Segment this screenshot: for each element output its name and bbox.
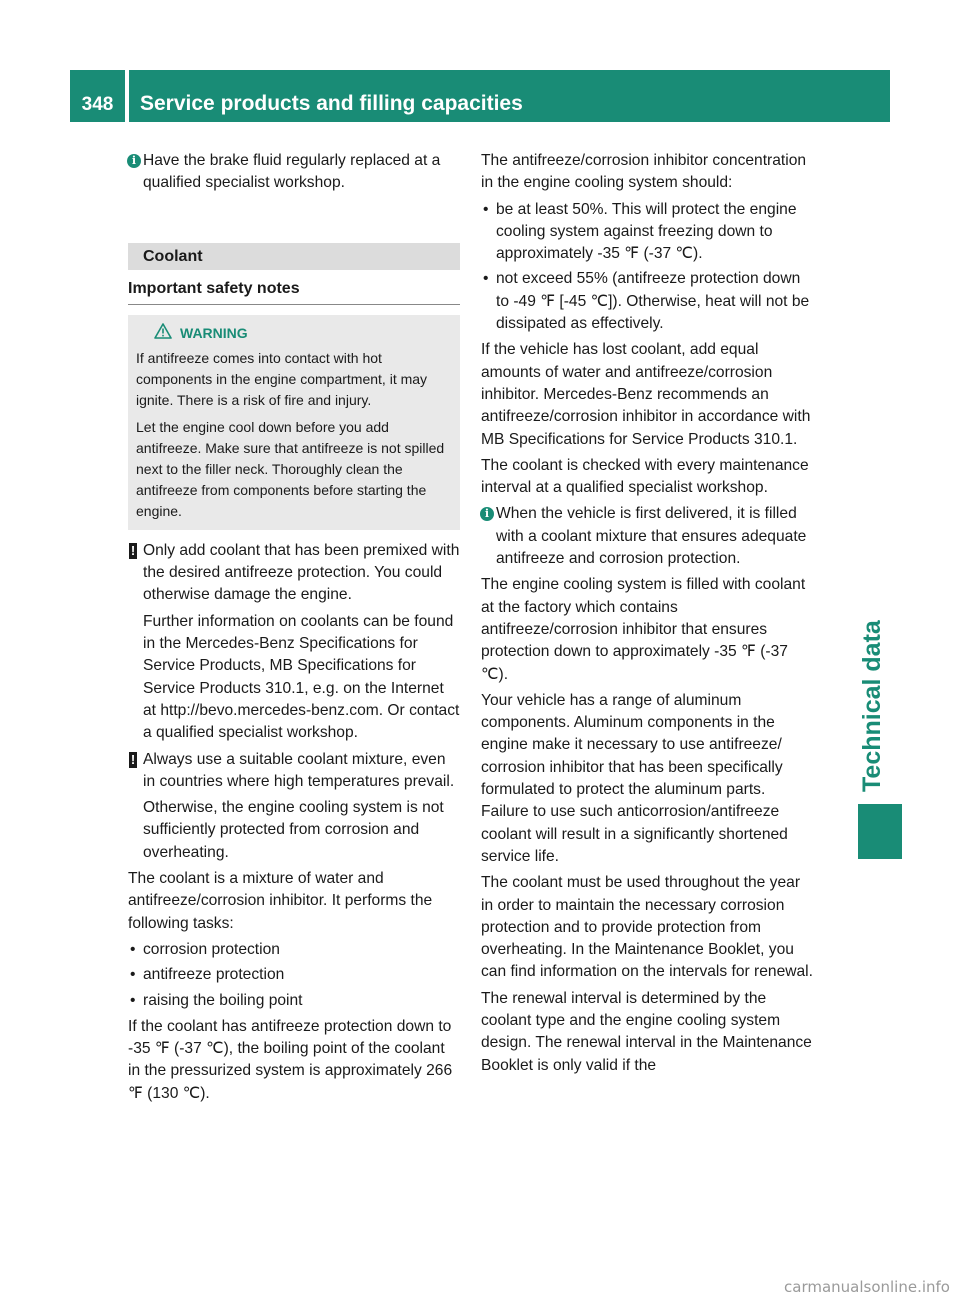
warning-paragraph-2: Let the engine cool down before you add antifreeze. Make sure that antifreeze is not spilled next to the filler neck. Thoroughly clean the antifreeze from components before starting the engine.: [136, 418, 445, 519]
list-item: • not exceed 55% (antifreeze protection down to -49 ℉ [-45 ℃]). Otherwise, heat will not be dissipated as effectively.: [481, 268, 813, 335]
info-note-text: When the vehicle is first delivered, it is filled with a coolant mixture that ensures adequate antifreeze and corrosion protection.: [496, 505, 807, 568]
factory-fill-text: The engine cooling system is filled with coolant at the factory which contains antifreeze/corrosion inhibitor that ensures protection down to approximately -35 ℉ (-37 ℃).: [481, 576, 806, 683]
year-round-text: The coolant must be used throughout the year in order to maintain the necessary corrosion protection and to provide protection from overheating. In the Maintenance Booklet, you can find information on the intervals for renewal.: [481, 874, 813, 981]
caution-note-premixed: [128, 540, 460, 745]
list-item: • corrosion protection: [128, 939, 460, 961]
aluminum-text: Your vehicle has a range of aluminum components. Aluminum components in the engine make it necessary to use antifreeze/ corrosion inhibitor that has been specifically formulated to protect the aluminum parts. Failure to use such anticorrosion/antifreeze coolant will result in a significantly shortened service life.: [481, 691, 788, 865]
tasks-list: [128, 939, 460, 1012]
right-column: [481, 150, 813, 1081]
caution-subtext: Further information on coolants can be found in the Mercedes-Benz Specifications for Service Products, MB Specifications for Service Products 310.1, e.g. on the Internet at http://bevo.mercedes-benz.com. Or contact a qualified specialist workshop.: [143, 612, 460, 742]
concentration-list: [481, 199, 813, 336]
warning-paragraph-1: If antifreeze comes into contact with hot components in the engine compartment, it may ignite. There is a risk of fire and injury.: [136, 349, 428, 408]
side-tab-marker: [858, 804, 902, 859]
subheading-safety-notes: Important safety notes: [128, 278, 460, 305]
header-divider: [125, 70, 129, 122]
warning-box: [128, 315, 460, 530]
caution-subtext: Otherwise, the engine cooling system is not sufficiently protected from corrosion and overheating.: [143, 799, 444, 861]
header-bar: [70, 70, 890, 122]
left-column: [128, 150, 460, 1109]
list-item: • raising the boiling point: [128, 990, 460, 1012]
side-tab-label: Technical data: [858, 620, 886, 792]
info-icon: i: [127, 154, 141, 168]
footer-watermark: carmanualsonline.info: [784, 1278, 950, 1296]
info-icon: i: [480, 507, 494, 521]
caution-icon: !: [130, 751, 136, 767]
renewal-interval-text: The renewal interval is determined by the coolant type and the engine cooling system design. The renewal interval in the Maintenance Booklet is only valid if the: [481, 989, 812, 1074]
concentration-intro: The antifreeze/corrosion inhibitor concentration in the engine cooling system should:: [481, 152, 807, 192]
mixture-intro: The coolant is a mixture of water and antifreeze/corrosion inhibitor. It performs the following tasks:: [128, 870, 433, 932]
page-number: 348: [81, 94, 114, 115]
list-item: • be at least 50%. This will protect the engine cooling system against freezing down to approximately -35 ℉ (-37 ℃).: [481, 199, 813, 266]
lost-coolant-text: If the vehicle has lost coolant, add equal amounts of water and antifreeze/corrosion inhibitor. Mercedes-Benz recommends an antifreeze/corrosion inhibitor in accordance with MB Specifications for Service Products 310.1.: [481, 341, 811, 448]
section-title-coolant: Coolant: [128, 243, 460, 270]
page-title: Service products and filling capacities: [140, 92, 523, 115]
caution-icon: !: [130, 542, 136, 558]
info-note-brake: [128, 150, 460, 195]
warning-label: WARNING: [180, 325, 248, 342]
caution-note-mixture: [128, 749, 460, 864]
list-item: • antifreeze protection: [128, 964, 460, 986]
boiling-point-text: If the coolant has antifreeze protection down to -35 ℉ (-37 ℃), the boiling point of the coolant in the pressurized system is approximately 266 ℉ (130 ℃).: [128, 1017, 453, 1102]
info-note-delivered: [481, 503, 813, 570]
info-note-text: Have the brake fluid regularly replaced at a qualified specialist workshop.: [143, 152, 441, 192]
caution-text: Only add coolant that has been premixed with the desired antifreeze protection. You could otherwise damage the engine.: [143, 541, 460, 604]
coolant-checked-text: The coolant is checked with every maintenance interval at a qualified specialist workshop.: [481, 456, 809, 497]
warning-triangle-icon: [154, 323, 174, 345]
warning-header: [136, 323, 452, 345]
caution-text: Always use a suitable coolant mixture, even in countries where high temperatures prevail.: [143, 750, 455, 790]
